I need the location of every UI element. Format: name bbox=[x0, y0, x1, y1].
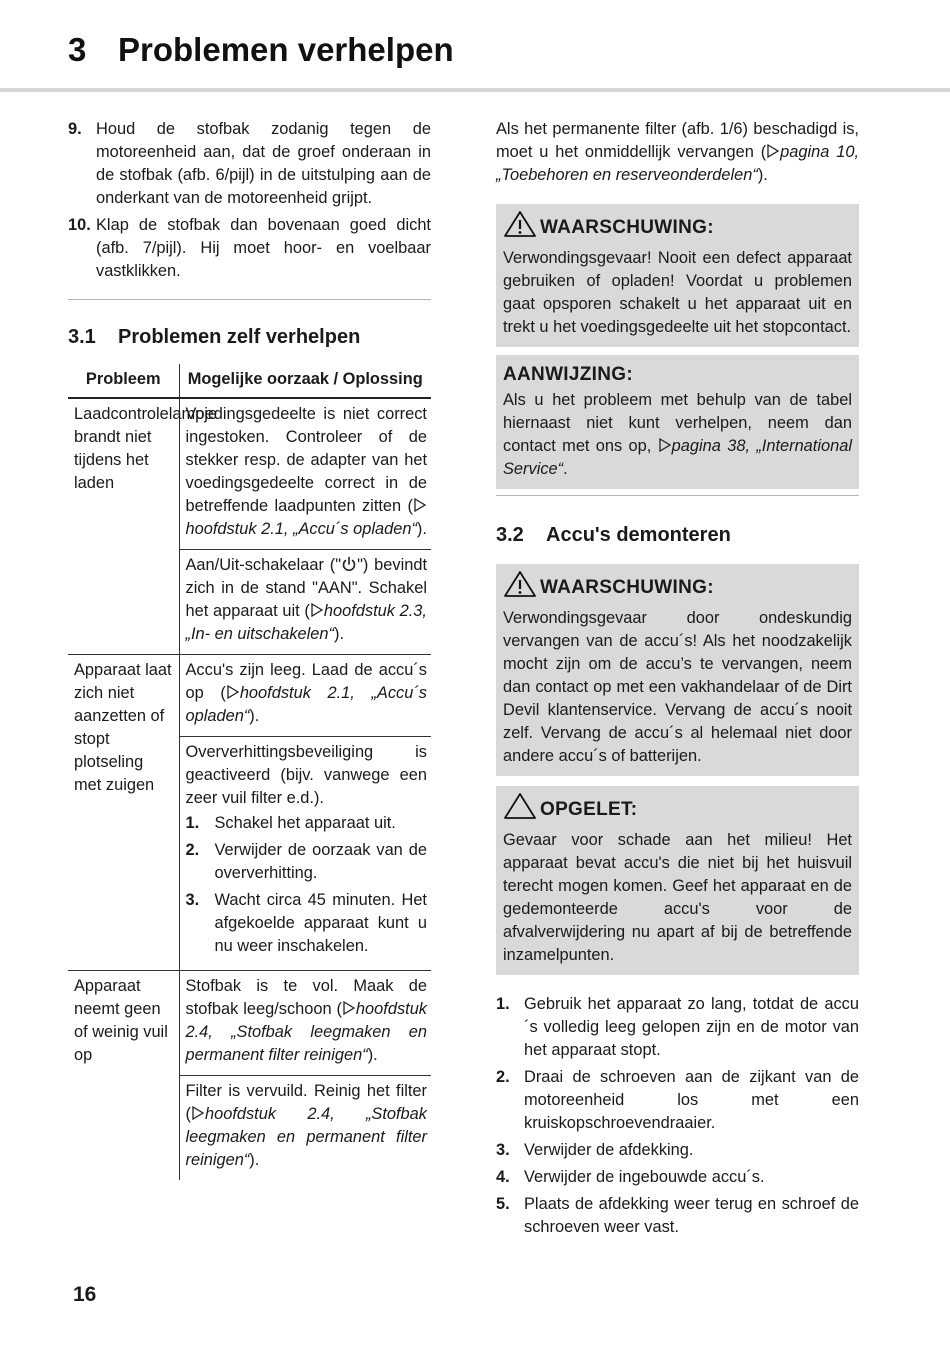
problem-cell: Apparaat laat zich niet aanzetten of stopt plotseling met zuigen bbox=[68, 655, 179, 971]
solution-text: Accu's zijn leeg. Laad de accu´s op ( bbox=[185, 661, 427, 702]
left-column bbox=[68, 118, 431, 1180]
solution-cell bbox=[179, 971, 431, 1076]
cross-reference-link[interactable]: hoofdstuk 2.1, „Accu´s opladen“ bbox=[185, 684, 428, 725]
warning-triangle-icon bbox=[503, 570, 540, 605]
cross-reference-link[interactable]: hoofdstuk 2.4, „Stofbak leegmaken en permanent filter reinigen“ bbox=[185, 1105, 427, 1169]
table-header-row bbox=[68, 364, 431, 398]
solution-text: Oververhittingsbeveiliging is geactiveerd (bijv. vanwege een zeer vuil filter e.d.). bbox=[185, 743, 427, 807]
list-item bbox=[186, 839, 428, 885]
step-text: Schakel het apparaat uit. bbox=[214, 814, 396, 832]
note-title: AANWIJZING: bbox=[503, 364, 633, 385]
chapter-title-text: Problemen verhelpen bbox=[118, 31, 454, 68]
step-text: Plaats de afdekking weer terug en schroef de schroeven weer vast. bbox=[524, 1195, 859, 1236]
problem-cell: Apparaat neemt geen of weinig vuil op bbox=[68, 971, 179, 1181]
triangle-right-icon bbox=[310, 602, 324, 620]
triangle-right-icon bbox=[658, 437, 672, 455]
solution-cell bbox=[179, 655, 431, 737]
step-text: Draai de schroeven aan de zijkant van de motoreenheid los met een kruiskopschroevendraaier. bbox=[524, 1068, 859, 1132]
section-title: Accu's demonteren bbox=[546, 524, 731, 546]
caution-box bbox=[496, 786, 859, 975]
solution-cell bbox=[179, 1076, 431, 1181]
caution-title-text: OPGELET: bbox=[540, 798, 638, 820]
list-item bbox=[496, 1166, 859, 1189]
section-heading bbox=[68, 324, 431, 350]
step-text: Verwijder de oorzaak van de oververhitting. bbox=[214, 841, 427, 882]
note-body: Als u het probleem met behulp van de tabel hiernaast niet kunt verhelpen, neem dan contact met ons op, bbox=[503, 391, 852, 455]
problem-cell: Laadcontrolelampje brandt niet tijdens het laden bbox=[68, 398, 179, 655]
cross-reference-link[interactable]: pagina 38, „International Service“ bbox=[503, 437, 852, 478]
cross-reference-link[interactable]: hoofdstuk 2.3, „In- en uitschakelen“ bbox=[185, 602, 427, 643]
warning-title-text: WAARSCHUWING: bbox=[540, 576, 714, 598]
note-box bbox=[496, 355, 859, 489]
power-icon bbox=[341, 556, 357, 574]
triangle-right-icon bbox=[226, 684, 240, 702]
step-text: Klap de stofbak dan bovenaan goed dicht (afb. 7/pijl). Hij moet hoor- en voelbaar vastklikken. bbox=[96, 216, 431, 280]
right-column bbox=[496, 118, 859, 1243]
solution-text-end: ). bbox=[334, 625, 345, 643]
left-steps bbox=[68, 118, 431, 283]
step-number: 10. bbox=[68, 216, 91, 234]
divider bbox=[68, 299, 431, 300]
solution-text-end: ). bbox=[249, 707, 260, 725]
paragraph-text: Als het permanente filter (afb. 1/6) beschadigd is, moet u het onmiddellijk vervangen ( bbox=[496, 120, 859, 161]
step-number: 3. bbox=[185, 891, 200, 909]
step-text: Verwijder de afdekking. bbox=[524, 1141, 694, 1159]
step-number: 1. bbox=[496, 995, 510, 1013]
cross-reference-link[interactable]: hoofdstuk 2.4, „Stofbak leegmaken en permanent filter reinigen“ bbox=[185, 1000, 427, 1064]
step-number: 4. bbox=[496, 1168, 510, 1186]
warning-title-text: WAARSCHUWING: bbox=[540, 216, 714, 238]
step-number: 3. bbox=[496, 1141, 510, 1159]
solution-text: Aan/Uit-schakelaar (" bbox=[185, 556, 342, 574]
step-text: Gebruik het apparaat zo lang, totdat de accu´s volledig leeg gelopen zijn en de motor van het apparaat stopt. bbox=[524, 995, 859, 1059]
list-item bbox=[68, 214, 431, 283]
step-text: Wacht circa 45 minuten. Het afgekoelde apparaat kunt u nu weer inschakelen. bbox=[214, 891, 427, 955]
cross-reference-link[interactable]: pagina 10, „Toebehoren en reserveonderdelen“ bbox=[496, 143, 859, 184]
section-number: 3.2 bbox=[496, 524, 524, 546]
troubleshooting-table bbox=[68, 364, 431, 1180]
page-header bbox=[0, 0, 950, 92]
table-row bbox=[68, 398, 431, 550]
triangle-right-icon bbox=[766, 143, 780, 161]
caution-triangle-icon bbox=[503, 792, 540, 827]
solution-text: Voedingsgedeelte is niet correct ingestoken. Controleer of de stekker resp. de adapter van het voedingsgedeelte correct in de betreffende laadpunten zitten ( bbox=[185, 405, 427, 515]
warning-box bbox=[496, 564, 859, 776]
step-number: 9. bbox=[68, 120, 82, 138]
caution-title bbox=[503, 792, 852, 827]
list-item bbox=[186, 812, 428, 835]
solution-text-end: ). bbox=[249, 1151, 260, 1169]
table-row bbox=[68, 971, 431, 1076]
section-number: 3.1 bbox=[68, 326, 96, 348]
warning-title bbox=[503, 570, 852, 605]
column-header-solution: Mogelijke oorzaak / Oplossing bbox=[179, 364, 431, 398]
chapter-title bbox=[68, 30, 454, 70]
warning-text: Verwondingsgevaar door ondeskundig vervangen van de accu´s! Als het noodzakelijk mocht zijn om de accu’s te vervangen, neem dan contact op met een vakhandelaar of de Dirt Devil klantenservice. Vervang de accu´s nooit zelf. Vervang de accu´s al helemaal niet door andere accu´s of batterijen. bbox=[503, 609, 852, 765]
triangle-right-icon bbox=[342, 1000, 356, 1018]
solution-steps bbox=[186, 812, 428, 958]
caution-text: Gevaar voor schade aan het milieu! Het apparaat bevat accu's die niet bij het huisvuil terecht mogen komen. Geef het apparaat en de gedemonteerde accu's voor de afvalverwijdering nu apart af bij de betreffende inzamelpunten. bbox=[503, 831, 852, 964]
solution-text: Filter is vervuild. Reinig het filter ( bbox=[185, 1082, 427, 1123]
warning-text: Verwondingsgevaar! Nooit een defect apparaat gebruiken of opladen! Voordat u problemen gaat opsporen schakelt u het apparaat uit en trekt u het voedingsgedeelte uit het stopcontact. bbox=[503, 249, 852, 336]
note-text bbox=[503, 389, 852, 481]
step-text: Houd de stofbak zodanig tegen de motoreenheid aan, dat de groef onderaan in de stofbak (afb. 6/pijl) in de uitstulping aan de onderkant van de motoreenheid grijpt. bbox=[96, 120, 431, 207]
table-row bbox=[68, 655, 431, 737]
solution-text-end: ). bbox=[416, 520, 427, 538]
triangle-right-icon bbox=[191, 1105, 205, 1123]
chapter-number: 3 bbox=[68, 31, 87, 68]
cross-reference-link[interactable]: hoofdstuk 2.1, „Accu´s opladen“ bbox=[185, 520, 417, 538]
header-rule bbox=[0, 88, 950, 92]
step-number: 2. bbox=[496, 1068, 510, 1086]
triangle-right-icon bbox=[413, 497, 427, 515]
solution-text: ") bevindt zich in de stand "AAN". Schakel het apparaat uit ( bbox=[185, 556, 427, 620]
solution-cell bbox=[179, 737, 431, 971]
section-heading bbox=[496, 522, 859, 548]
page-number: 16 bbox=[73, 1283, 97, 1306]
paragraph-text-end: ). bbox=[757, 166, 768, 184]
solution-text-end: ). bbox=[367, 1046, 378, 1064]
list-item bbox=[68, 118, 431, 210]
list-item bbox=[496, 1193, 859, 1239]
note-body-end: . bbox=[563, 460, 568, 478]
list-item bbox=[496, 993, 859, 1062]
column-header-problem: Probleem bbox=[68, 364, 179, 398]
list-item bbox=[496, 1066, 859, 1135]
solution-cell bbox=[179, 550, 431, 655]
warning-triangle-icon bbox=[503, 210, 540, 245]
warning-box bbox=[496, 204, 859, 347]
solution-text: Stofbak is te vol. Maak de stofbak leeg/schoon ( bbox=[185, 977, 427, 1018]
filter-paragraph bbox=[496, 118, 859, 187]
solution-cell bbox=[179, 398, 431, 550]
divider bbox=[496, 495, 859, 496]
step-number: 5. bbox=[496, 1195, 510, 1213]
step-number: 1. bbox=[185, 814, 200, 832]
step-number: 2. bbox=[185, 841, 200, 859]
section-title: Problemen zelf verhelpen bbox=[118, 326, 361, 348]
list-item bbox=[186, 889, 428, 958]
step-text: Verwijder de ingebouwde accu´s. bbox=[524, 1168, 765, 1186]
warning-title bbox=[503, 210, 852, 245]
list-item bbox=[496, 1139, 859, 1162]
right-steps bbox=[496, 993, 859, 1239]
